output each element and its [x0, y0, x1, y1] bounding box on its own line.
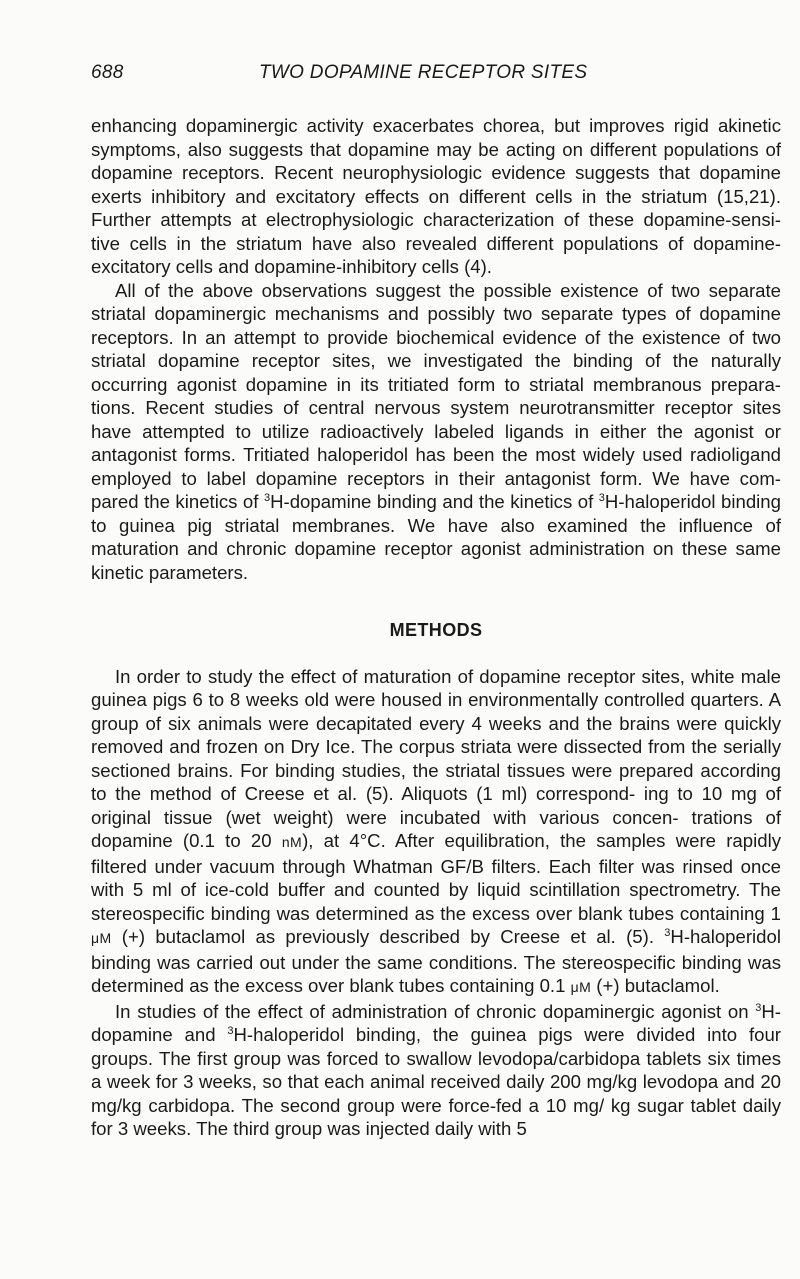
superscript: 3: [755, 1001, 762, 1014]
running-header: [91, 62, 711, 86]
text-segment: H-dopamine binding and the kinetics of: [270, 491, 599, 512]
text-segment: H-haloperidol binding to guinea pig striatal membranes. We have also examined the influence of maturation and chronic dopamine receptor agonist administration on these same kinetic parameters.: [91, 491, 781, 583]
paragraph-4: [91, 1000, 781, 1141]
unit-nm: nM: [281, 834, 303, 850]
text-segment: In studies of the effect of administration of chronic dopaminergic agonist on: [115, 1000, 756, 1022]
text-segment: H-dopamine and: [91, 1000, 781, 1045]
superscript: 3: [598, 492, 605, 504]
superscript: 3: [227, 1025, 234, 1037]
section-heading-methods: METHODS: [389, 620, 483, 640]
page-number: 688: [91, 62, 124, 83]
text-segment: H-haloperidol binding, the guinea pigs were divided into four groups. The first group was forced to swallow levodopa/carbidopa tablets six times a week for 3 weeks, so that each animal received daily 200 mg/kg levodopa and 20 mg/kg carbidopa. The second group were force-fed a 10 mg/ kg sugar tablet daily for 3 weeks. The third group was injected daily with 5: [91, 1024, 781, 1139]
text-segment: All of the above observations suggest the possible existence of two separate striatal dopaminergic mechanisms and possibly two separate types of dopamine receptors. In an attempt to provide biochemical evidence of the existence of two striatal dopamine receptor sites, we investigated the binding of the naturally occurring agonist dopamine in its tritiated form to striatal membranous prepara- tions. Recent studies of central nervous system neurotransmitter receptor sites have attempted to utilize radioactively labeled ligands in either the agonist or antagonist forms. Tritiated haloperidol has been the most widely used radioligand employed to label dopamine receptors in their antagonist form. We have com- pared the kinetics of: [91, 279, 781, 512]
text-segment: (+) butaclamol as previously described by Creese et al. (5).: [111, 926, 665, 947]
text-segment: ), at 4°C. After equilibration, the samples were rapidly filtered under vacuum through Whatman GF/B filters. Each filter was rinsed once with 5 ml of ice-cold buffer and counted by liquid scintillation spectrometry. The stereospecific binding was determined as the excess over blank tubes containing 1: [91, 830, 781, 924]
body-text: [91, 114, 781, 1141]
paragraph-3: [91, 665, 781, 1000]
running-title: TWO DOPAMINE RECEPTOR SITES: [259, 62, 588, 83]
text-segment: H-haloperidol binding was carried out under the same conditions. The stereospecific binding was determined as the excess over blank tubes containing 0.1: [91, 926, 781, 996]
paragraph-1: enhancing dopaminergic activity exacerbates chorea, but improves rigid akinetic symptoms, also suggests that dopamine may be acting on different populations of dopamine receptors. Recent neurophysiologic evidence suggests that dopamine exerts inhibitory and excitatory effects on different cells in the striatum (15,21). Further attempts at electrophysiologic characterization of these dopamine-sensi- tive cells in the striatum have also revealed different populations of dopamine- excitatory cells and dopamine-inhibitory cells (4).: [91, 115, 781, 277]
text-segment: (+) butaclamol.: [591, 975, 720, 996]
text-segment: In order to study the effect of maturation of dopamine receptor sites, white male guinea pigs 6 to 8 weeks old were housed in environmentally controlled quarters. A group of six animals were decapitated every 4 weeks and the brains were quickly removed and frozen on Dry Ice. The corpus striata were dissected from the serially sectioned brains. For binding studies, the striatal tissues were prepared according to the method of Creese et al. (5). Aliquots (1 ml) correspond- ing to 10 mg of original tissue (wet weight) were incubated with various concen- trations of dopamine (0.1 to 20: [91, 665, 781, 851]
superscript: 3: [263, 492, 271, 504]
unit-um: μM: [91, 930, 112, 946]
paragraph-2: [91, 279, 781, 585]
superscript: 3: [664, 927, 671, 939]
unit-um: μM: [570, 979, 592, 995]
